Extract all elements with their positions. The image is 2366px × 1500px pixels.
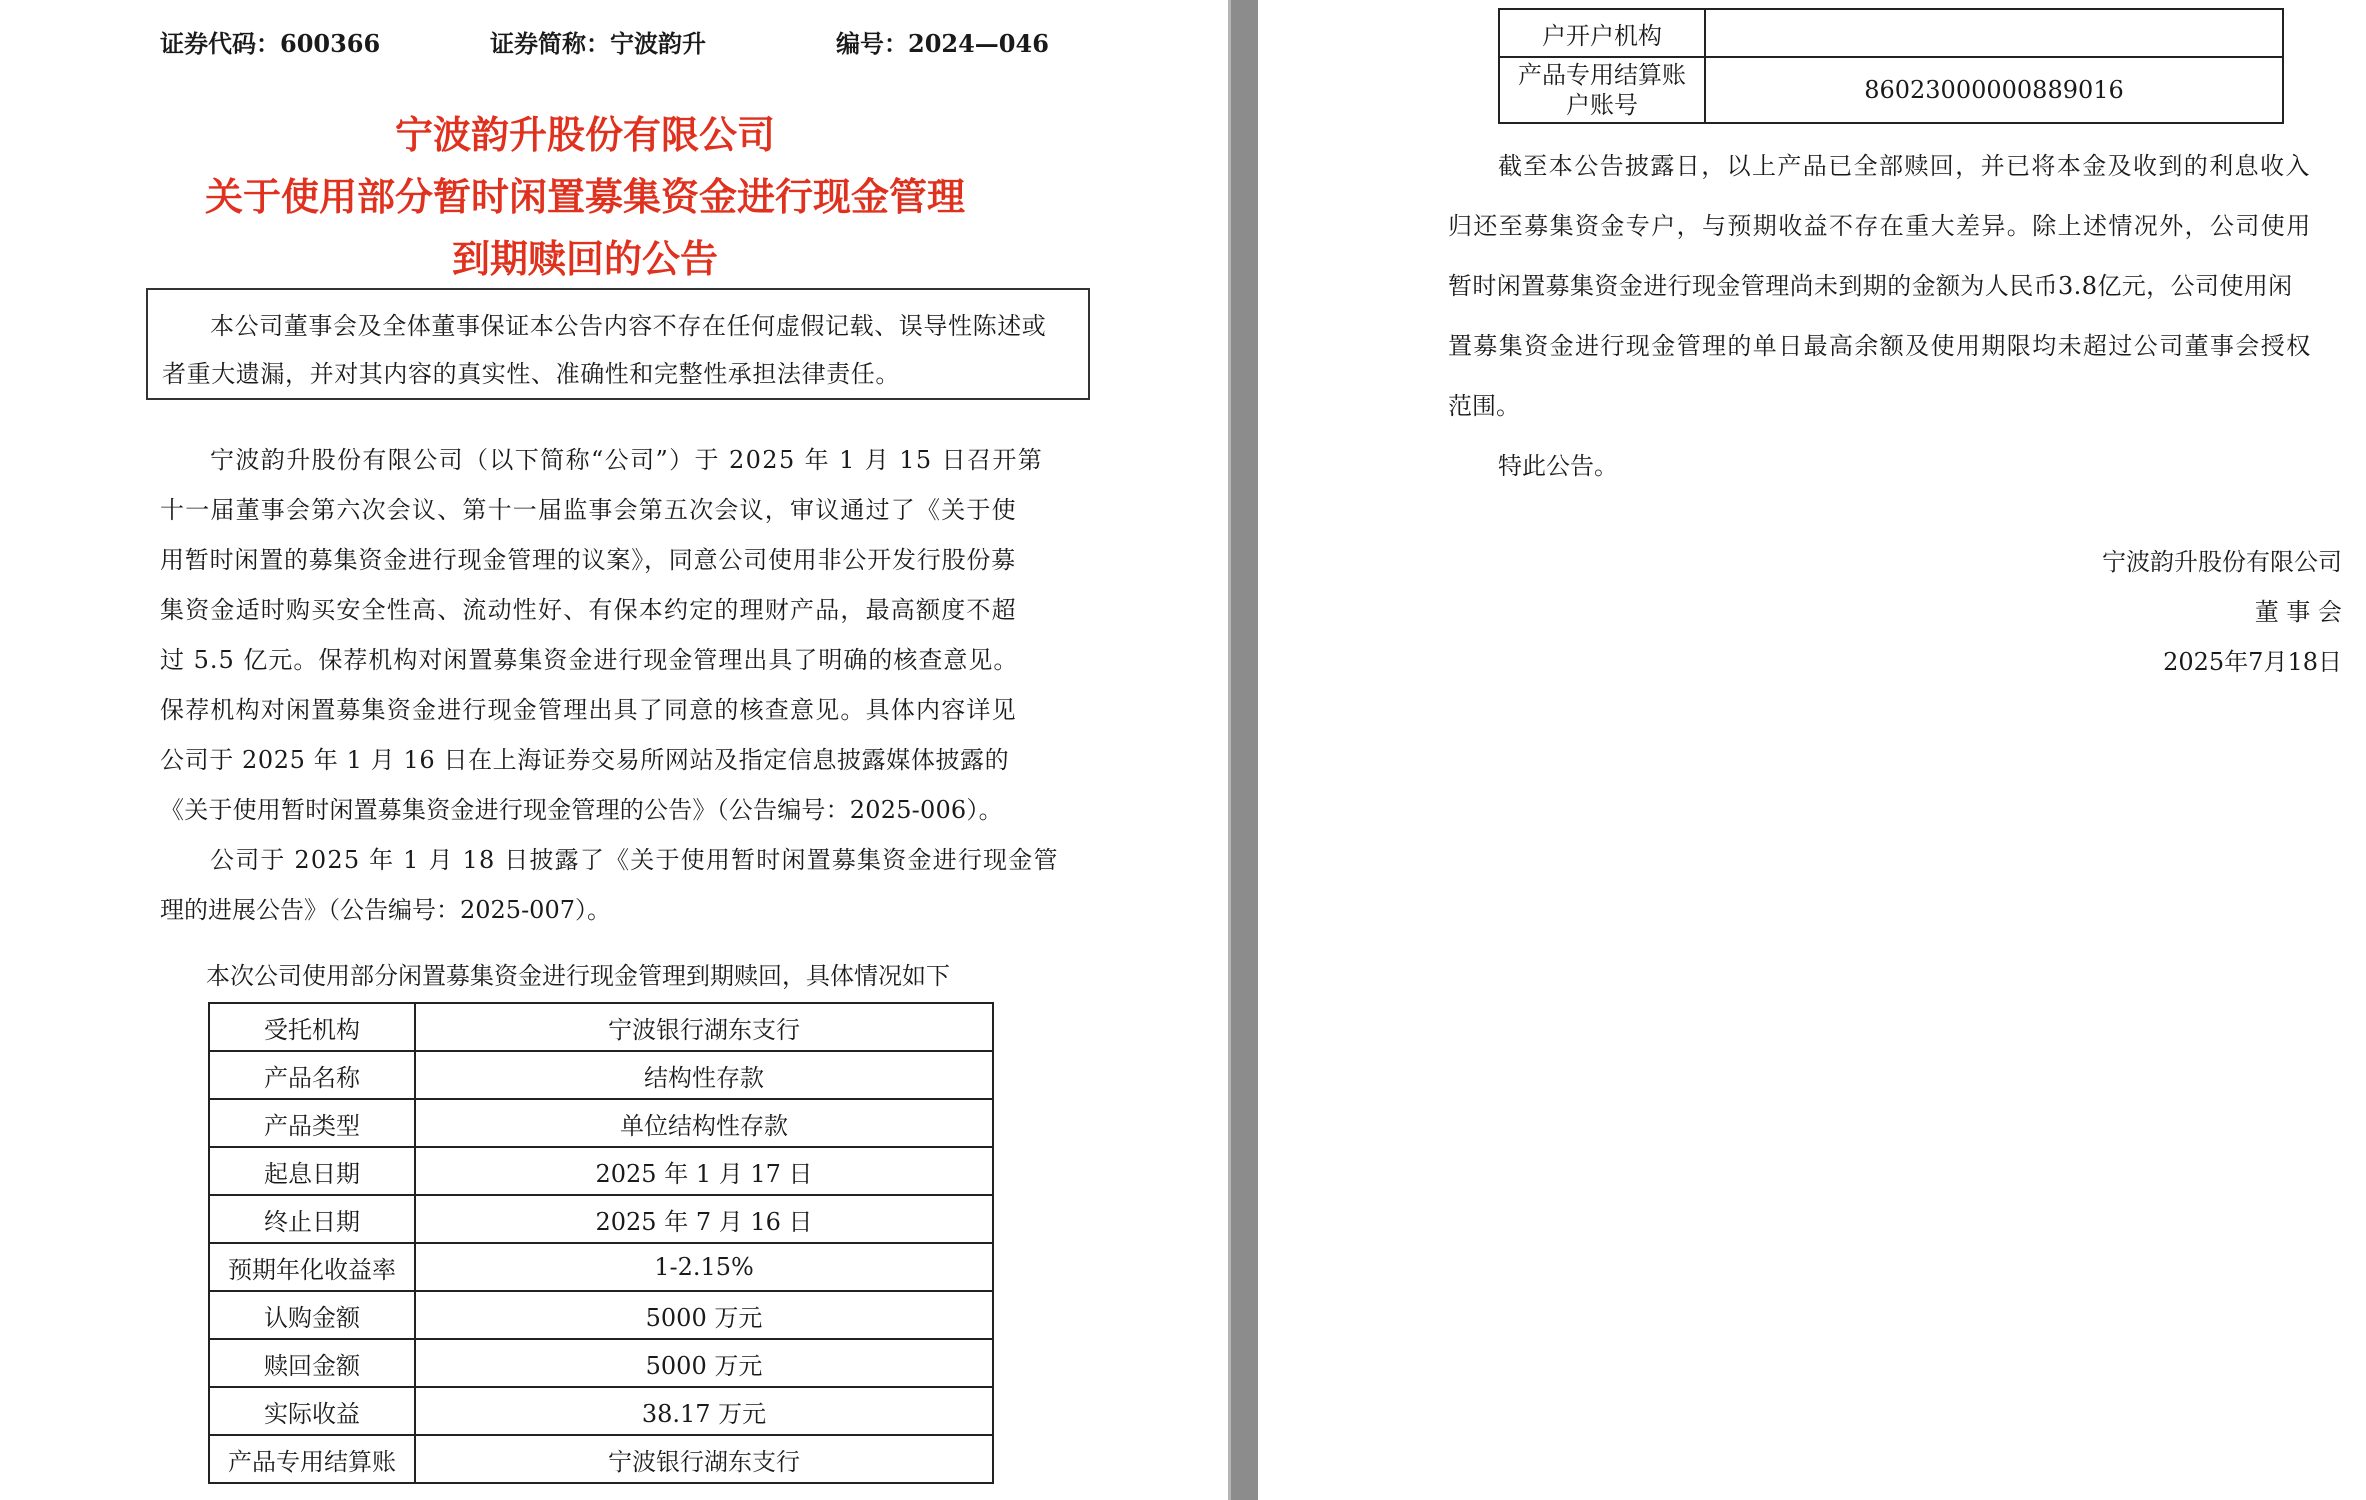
document-page-2 bbox=[1258, 0, 2366, 1500]
table-key-line: 产品专用结算账 bbox=[1518, 61, 1686, 89]
paragraph-line: 《关于使用暂时闲置募集资金进行现金管理的公告》（公告编号：2025-006）。 bbox=[160, 796, 1003, 824]
product-details-table bbox=[208, 1002, 994, 1484]
paragraph-line: 保荐机构对闲置募集资金进行现金管理出具了同意的核查意见。具体内容详见 bbox=[160, 696, 1017, 724]
table-value-cell: 宁波银行湖东支行 bbox=[415, 1003, 993, 1051]
document-header bbox=[160, 24, 1060, 64]
paragraph-line: 公司于 2025 年 1 月 18 日披露了《关于使用暂时闲置募集资金进行现金管 bbox=[210, 846, 1059, 874]
title-company: 宁波韵升股份有限公司 bbox=[394, 113, 775, 157]
table-key-cell: 终止日期 bbox=[209, 1195, 415, 1243]
table-value-cell: 2025 年 1 月 17 日 bbox=[415, 1147, 993, 1195]
table-row bbox=[209, 1147, 993, 1195]
signature-date: 2025年7月18日 bbox=[2163, 648, 2342, 676]
signature-board: 董 事 会 bbox=[2254, 598, 2342, 626]
table-row bbox=[209, 1051, 993, 1099]
paragraph-line: 暂时闲置募集资金进行现金管理尚未到期的金额为人民币3.8亿元，公司使用闲 bbox=[1448, 272, 2293, 300]
table-key-cell: 产品专用结算账 bbox=[209, 1435, 415, 1483]
table-row bbox=[209, 1339, 993, 1387]
paragraph-line: 十一届董事会第六次会议、第十一届监事会第五次会议，审议通过了《关于使 bbox=[160, 496, 1017, 524]
table-row bbox=[209, 1099, 993, 1147]
table-row bbox=[209, 1195, 993, 1243]
notice-line: 本公司董事会及全体董事保证本公告内容不存在任何虚假记载、误导性陈述或 bbox=[210, 312, 1047, 340]
table-key-cell: 预期年化收益率 bbox=[209, 1243, 415, 1291]
table-key-cell bbox=[1499, 57, 1705, 123]
page-divider bbox=[1228, 0, 1258, 1500]
board-guarantee-box bbox=[146, 288, 1090, 400]
closing-phrase: 特此公告。 bbox=[1498, 452, 1618, 480]
paragraph-line: 归还至募集资金专户，与预期收益不存在重大差异。除上述情况外，公司使用 bbox=[1448, 212, 2312, 240]
table-key-cell: 产品类型 bbox=[209, 1099, 415, 1147]
table-row bbox=[209, 1003, 993, 1051]
paragraph-line: 宁波韵升股份有限公司（以下简称“公司”）于 2025 年 1 月 15 日召开第 bbox=[210, 446, 1044, 474]
table-key-line: 户账号 bbox=[1566, 91, 1638, 119]
table-value-cell: 38.17 万元 bbox=[415, 1387, 993, 1435]
title-suffix: 到期赎回的公告 bbox=[451, 237, 718, 281]
paragraph-line: 理的进展公告》（公告编号：2025-007）。 bbox=[160, 896, 611, 924]
paragraph-line: 截至本公告披露日，以上产品已全部赎回，并已将本金及收到的利息收入 bbox=[1498, 152, 2311, 180]
table-key-cell: 实际收益 bbox=[209, 1387, 415, 1435]
paragraph-line: 集资金适时购买安全性高、流动性好、有保本约定的理财产品，最高额度不超 bbox=[160, 596, 1017, 624]
table-key-cell: 产品名称 bbox=[209, 1051, 415, 1099]
paragraph-line: 范围。 bbox=[1448, 392, 1520, 420]
paragraph-line: 过 5.5 亿元。保荐机构对闲置募集资金进行现金管理出具了明确的核查意见。 bbox=[160, 646, 1019, 674]
table-value-cell: 5000 万元 bbox=[415, 1291, 993, 1339]
stock-abbreviation: 证券简称：宁波韵升 bbox=[490, 29, 706, 58]
notice-line: 者重大遗漏，并对其内容的真实性、准确性和完整性承担法律责任。 bbox=[162, 360, 900, 388]
settlement-account-number: 86023000000889016 bbox=[1705, 57, 2283, 123]
page-edge bbox=[1228, 0, 1231, 1500]
table-row bbox=[1499, 9, 2283, 57]
table-value-cell: 1-2.15% bbox=[415, 1243, 993, 1291]
stock-code: 证券代码：600366 bbox=[160, 29, 381, 58]
table-row bbox=[209, 1291, 993, 1339]
paragraph-line: 置募集资金进行现金管理的单日最高余额及使用期限均未超过公司董事会授权 bbox=[1448, 332, 2312, 360]
table-value-cell: 宁波银行湖东支行 bbox=[415, 1435, 993, 1483]
table-key-cell: 户开户机构 bbox=[1499, 9, 1705, 57]
table-value-cell: 结构性存款 bbox=[415, 1051, 993, 1099]
table-key-cell: 认购金额 bbox=[209, 1291, 415, 1339]
table-intro: 本次公司使用部分闲置募集资金进行现金管理到期赎回，具体情况如下 bbox=[206, 962, 950, 990]
table-row bbox=[209, 1387, 993, 1435]
table-key-cell: 赎回金额 bbox=[209, 1339, 415, 1387]
table-key-cell: 受托机构 bbox=[209, 1003, 415, 1051]
table-value-cell: 5000 万元 bbox=[415, 1339, 993, 1387]
signature-company: 宁波韵升股份有限公司 bbox=[2102, 548, 2342, 576]
table-value-cell: 单位结构性存款 bbox=[415, 1099, 993, 1147]
table-row bbox=[209, 1243, 993, 1291]
product-details-table-continued bbox=[1498, 8, 2284, 124]
paragraph-line: 公司于 2025 年 1 月 16 日在上海证券交易所网站及指定信息披露媒体披露的 bbox=[160, 746, 1010, 774]
announcement-number: 编号：2024—046 bbox=[836, 29, 1049, 58]
title-subject: 关于使用部分暂时闲置募集资金进行现金管理 bbox=[204, 175, 965, 219]
table-row bbox=[209, 1435, 993, 1483]
paragraph-line: 用暂时闲置的募集资金进行现金管理的议案》，同意公司使用非公开发行股份募 bbox=[160, 546, 1016, 574]
table-key-cell: 起息日期 bbox=[209, 1147, 415, 1195]
table-value-cell: 2025 年 7 月 16 日 bbox=[415, 1195, 993, 1243]
table-row bbox=[1499, 57, 2283, 123]
table-value-cell bbox=[1705, 9, 2283, 57]
